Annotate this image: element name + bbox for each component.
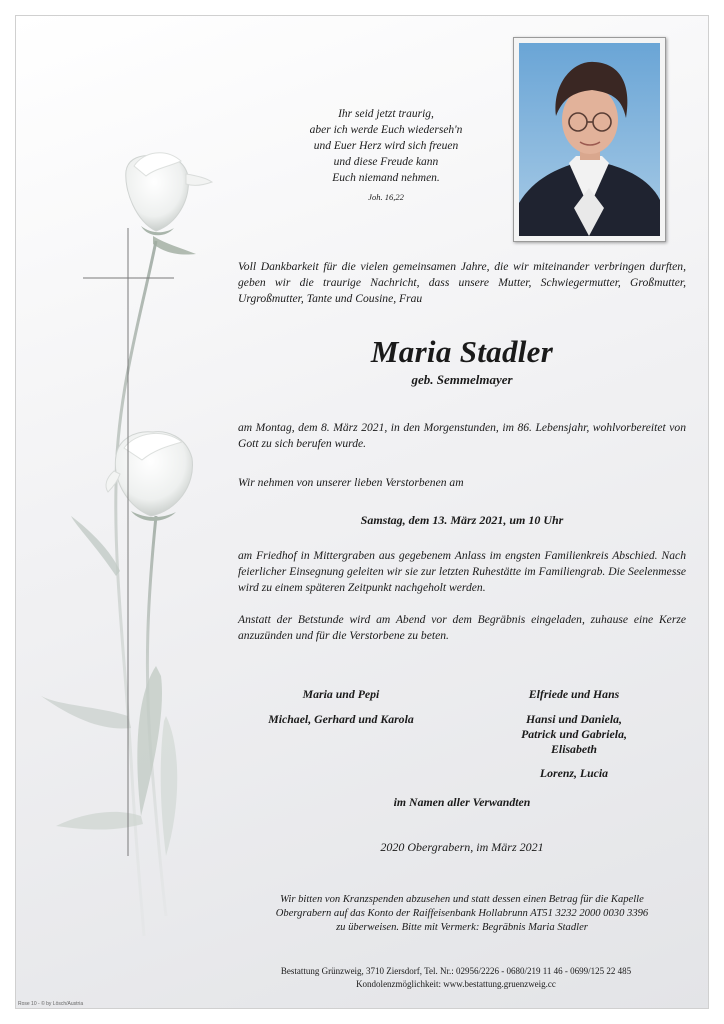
mourner-line: Elisabeth [551,742,597,756]
quote-line: und Euer Herz wird sich freuen [313,140,459,152]
wake-text: Anstatt der Betstunde wird am Abend vor dem Begräbnis eingeladen, zuhause eine Kerze anzuzünden und für die Verstorbene zu beten. [238,613,686,642]
mourner-line: Hansi und Daniela, [525,712,623,726]
quote-line: Ihr seid jetzt traurig, [338,108,434,120]
donation-line: Obergrabern auf das Konto der Raiffeisenbank Hollabrunn AT51 3232 2000 0030 3396 [275,908,649,919]
death-text: am Montag, dem 8. März 2021, in den Morgenstunden, im 86. Lebensjahr, wohlvorbereitet von Gott zu sich berufen wurde. [238,421,686,450]
condolence-link[interactable]: Kondolenzmöglichkeit: www.bestattung.gruenzweig.cc [356,978,556,989]
bible-quote [266,106,506,205]
quote-line: Euch niemand nehmen. [332,172,440,184]
mourner-group [474,712,674,757]
funeral-date: Samstag, dem 13. März 2021, um 10 Uhr [360,513,564,527]
mourner-group: Elfriede und Hans [528,687,620,701]
quote-line: aber ich werde Euch wiederseh'n [309,124,463,136]
quote-reference: Joh. 16,22 [368,192,404,202]
invite-text: Wir nehmen von unserer lieben Verstorbenen am [238,476,464,489]
deceased-name: Maria Stadler [370,334,554,369]
funeral-home-info [196,965,709,990]
portrait-photo [513,37,666,242]
maiden-name: geb. Semmelmayer [411,372,513,387]
on-behalf-text: im Namen aller Verwandten [393,795,531,809]
funeral-home-contact: Bestattung Grünzweig, 3710 Ziersdorf, Tel. Nr.: 02956/2226 - 0680/219 11 46 - 0699/125 22 485 [280,966,632,976]
mourner-line: Patrick und Gabriela, [521,727,627,741]
intro-text: Voll Dankbarkeit für die vielen gemeinsamen Jahre, die wir miteinander verbringen durften, geben wir die traurige Nachricht, dass unsere Mutter, Schwiegermutter, Großmutter, Urgroßmutter, Tante und Cousine, Frau [238,260,686,305]
mourner-group: Michael, Gerhard und Karola [268,712,414,726]
obituary-card [15,15,709,1009]
donation-line: zu überweisen. Bitte mit Vermerk: Begräbnis Maria Stadler [336,922,588,933]
portrait-image [514,38,665,241]
donation-line: Wir bitten von Kranzspenden abzusehen und statt dessen einen Betrag für die Kapelle [280,894,644,905]
burial-text: am Friedhof in Mittergraben aus gegebenem Anlass im engsten Familienkreis Abschied. Nach feierlicher Einsegnung geleiten wir sie zur letzten Ruhestätte im Familiengrab. Die Seelenmesse wird zu einem späteren Zeitpunkt nachgeholt werden. [238,549,686,594]
image-credit: Rose 10 - © by Lösch/Austria [18,1001,84,1007]
place-date: 2020 Obergrabern, im März 2021 [380,840,544,854]
white-roses-illustration [16,16,246,1009]
donation-note [238,893,686,935]
quote-line: und diese Freude kann [333,156,439,168]
mourner-group: Lorenz, Lucia [539,766,609,780]
mourner-group: Maria und Pepi [302,687,380,701]
